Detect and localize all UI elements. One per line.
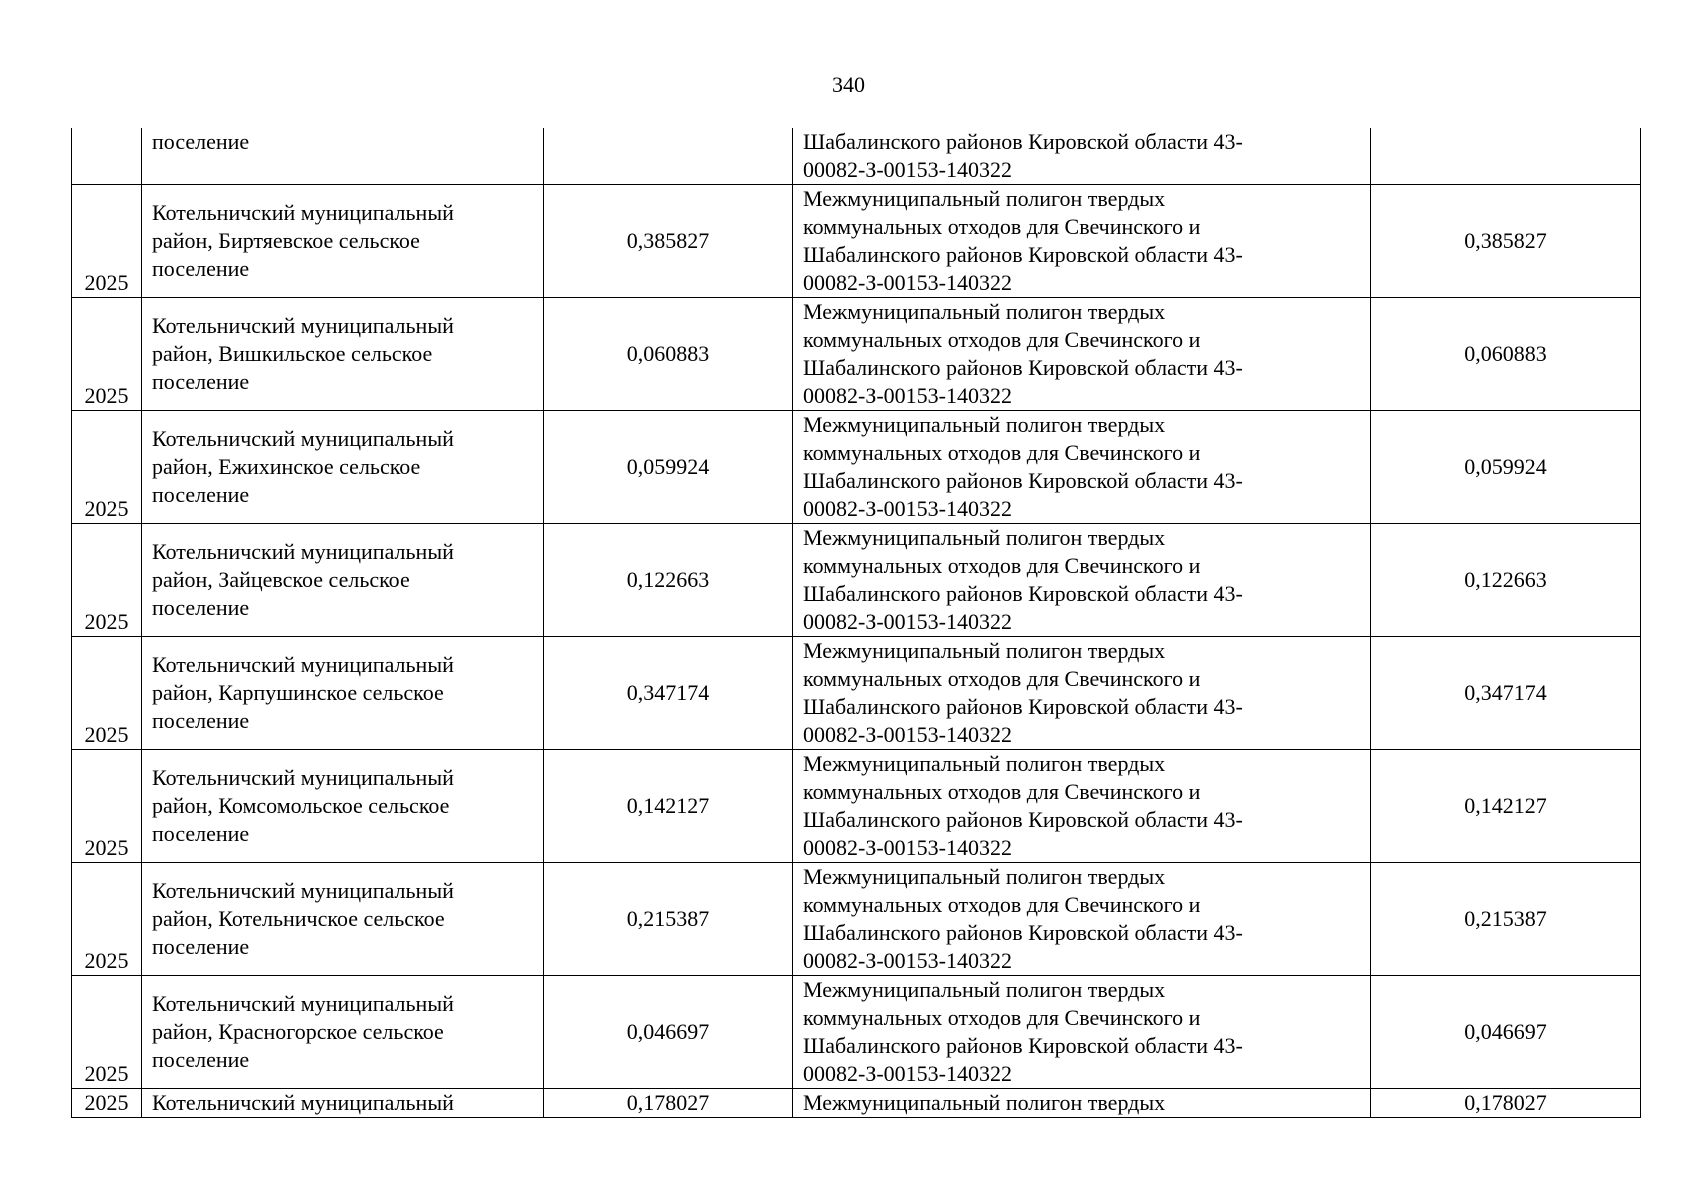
table-row-truncated <box>72 1089 1641 1118</box>
table-row <box>72 524 1641 637</box>
municipality-cell: Котельничский муниципальный район, Зайцевское сельское поселение <box>142 524 544 637</box>
total-cell: 0,347174 <box>1371 637 1641 750</box>
table-row-continued <box>72 128 1641 185</box>
municipality-cell: Котельничский муниципальный район, Красногорское сельское поселение <box>142 976 544 1089</box>
table-row <box>72 976 1641 1089</box>
facility-cell: Межмуниципальный полигон твердых коммунальных отходов для Свечинского и Шабалинского районов Кировской области 43- 00082-З-00153-140322 <box>793 185 1371 298</box>
value-cell: 0,347174 <box>544 637 793 750</box>
value-cell: 0,385827 <box>544 185 793 298</box>
municipality-cell: Котельничский муниципальный район, Котельничское сельское поселение <box>142 863 544 976</box>
table-row <box>72 298 1641 411</box>
value-cell: 0,059924 <box>544 411 793 524</box>
facility-cell: Шабалинского районов Кировской области 43- 00082-З-00153-140322 <box>793 128 1371 185</box>
value-cell: 0,060883 <box>544 298 793 411</box>
total-cell: 0,122663 <box>1371 524 1641 637</box>
year-cell: 2025 <box>72 524 142 637</box>
year-cell: 2025 <box>72 637 142 750</box>
total-cell: 0,385827 <box>1371 185 1641 298</box>
total-cell: 0,059924 <box>1371 411 1641 524</box>
value-cell <box>544 128 793 185</box>
facility-cell: Межмуниципальный полигон твердых коммунальных отходов для Свечинского и Шабалинского районов Кировской области 43- 00082-З-00153-140322 <box>793 411 1371 524</box>
facility-cell: Межмуниципальный полигон твердых коммунальных отходов для Свечинского и Шабалинского районов Кировской области 43- 00082-З-00153-140322 <box>793 524 1371 637</box>
value-cell: 0,122663 <box>544 524 793 637</box>
facility-cell: Межмуниципальный полигон твердых <box>793 1089 1371 1118</box>
facility-cell: Межмуниципальный полигон твердых коммунальных отходов для Свечинского и Шабалинского районов Кировской области 43- 00082-З-00153-140322 <box>793 637 1371 750</box>
value-cell: 0,046697 <box>544 976 793 1089</box>
total-cell: 0,215387 <box>1371 863 1641 976</box>
year-cell: 2025 <box>72 185 142 298</box>
facility-cell: Межмуниципальный полигон твердых коммунальных отходов для Свечинского и Шабалинского районов Кировской области 43- 00082-З-00153-140322 <box>793 298 1371 411</box>
table-row <box>72 637 1641 750</box>
value-cell: 0,215387 <box>544 863 793 976</box>
total-cell: 0,178027 <box>1371 1089 1641 1118</box>
municipality-cell: Котельничский муниципальный <box>142 1089 544 1118</box>
total-cell <box>1371 128 1641 185</box>
municipality-cell: Котельничский муниципальный район, Комсомольское сельское поселение <box>142 750 544 863</box>
table-row <box>72 185 1641 298</box>
year-cell: 2025 <box>72 298 142 411</box>
municipality-cell: Котельничский муниципальный район, Карпушинское сельское поселение <box>142 637 544 750</box>
total-cell: 0,142127 <box>1371 750 1641 863</box>
year-cell: 2025 <box>72 976 142 1089</box>
year-cell: 2025 <box>72 750 142 863</box>
table-row <box>72 411 1641 524</box>
facility-cell: Межмуниципальный полигон твердых коммунальных отходов для Свечинского и Шабалинского районов Кировской области 43- 00082-З-00153-140322 <box>793 750 1371 863</box>
page-number: 340 <box>832 72 865 97</box>
table-row <box>72 863 1641 976</box>
municipality-cell: Котельничский муниципальный район, Ежихинское сельское поселение <box>142 411 544 524</box>
year-cell: 2025 <box>72 863 142 976</box>
year-cell: 2025 <box>72 411 142 524</box>
data-table <box>71 128 1641 1118</box>
total-cell: 0,060883 <box>1371 298 1641 411</box>
year-cell: 2025 <box>72 1089 142 1118</box>
value-cell: 0,142127 <box>544 750 793 863</box>
total-cell: 0,046697 <box>1371 976 1641 1089</box>
municipality-cell: Котельничский муниципальный район, Вишкильское сельское поселение <box>142 298 544 411</box>
municipality-cell: Котельничский муниципальный район, Биртяевское сельское поселение <box>142 185 544 298</box>
municipality-cell: поселение <box>142 128 544 185</box>
value-cell: 0,178027 <box>544 1089 793 1118</box>
facility-cell: Межмуниципальный полигон твердых коммунальных отходов для Свечинского и Шабалинского районов Кировской области 43- 00082-З-00153-140322 <box>793 863 1371 976</box>
year-cell <box>72 128 142 185</box>
facility-cell: Межмуниципальный полигон твердых коммунальных отходов для Свечинского и Шабалинского районов Кировской области 43- 00082-З-00153-140322 <box>793 976 1371 1089</box>
table-row <box>72 750 1641 863</box>
